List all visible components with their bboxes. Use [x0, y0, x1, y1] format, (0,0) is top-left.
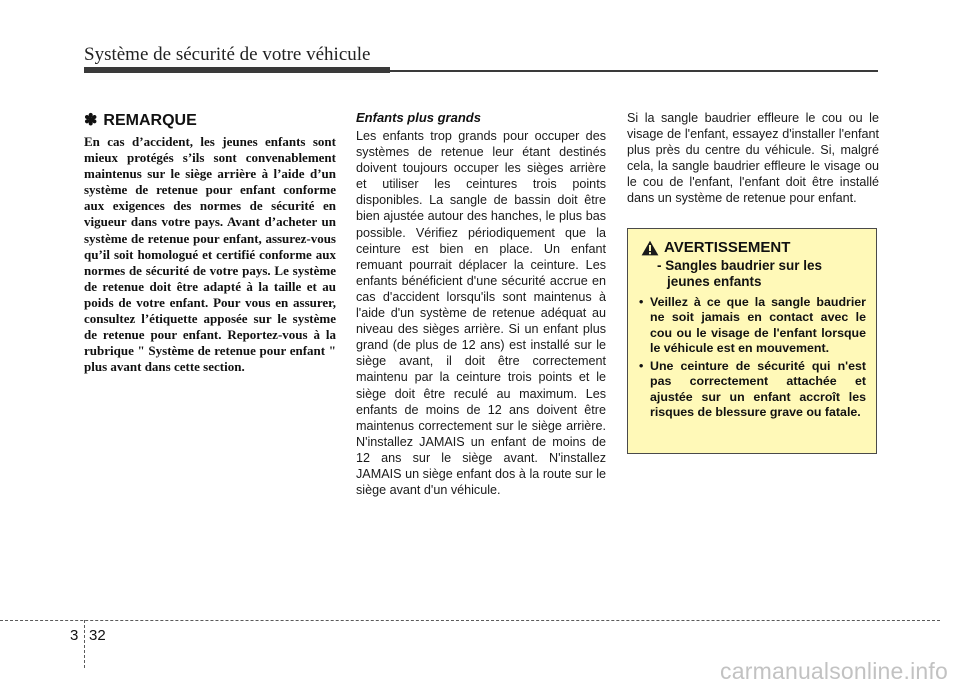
warning-triangle-icon — [641, 240, 659, 256]
section-body: Les enfants trop grands pour occuper des systèmes de retenue leur étant destinés doivent toujours occuper les sièges arrière et utiliser les ceintures trois points disponibles. La sangle de bassin doit être bien ajustée autour des hanches, le plus bas possible. Vérifiez périodiquement que la ceinture est bien en place. Un enfant remuant pourrait déplacer la ceinture. Les enfants bénéficient d'une sécurité accrue en cas d'accident lorsqu'ils sont maintenus à l'aide d'un système de retenue adéquat au niveau des sièges arrière. Si un enfant plus grand (de plus de 12 ans) est installé sur le siège avant, il doit être correctement maintenu par la ceinture trois points et le siège doit être reculé au maximum. Les enfants de moins de 12 ans doivent être maintenus correctement sur le siège arrière. N'installez JAMAIS un enfant de moins de 12 ans sur le siège avant. N'installez JAMAIS un siège enfant dos à la route sur le siège avant d'un véhicule. — [356, 129, 606, 498]
note-heading — [84, 110, 336, 130]
header-rule-thin — [388, 70, 878, 72]
note-column — [84, 110, 336, 375]
column3-body: Si la sangle baudrier effleure le cou ou le visage de l'enfant, essayez d'installer l'enfant plus près du centre du véhicule. Si, malgré cela, la sangle baudrier effleure le visage ou le cou de l'enfant, l'enfant doit être installé dans un système de retenue pour enfant. — [627, 111, 879, 206]
section-heading: Enfants plus grands — [356, 110, 481, 125]
watermark: carmanualsonline.info — [720, 658, 948, 684]
warning-item: • Veillez à ce que la sangle baudrier ne soit jamais en contact avec le cou ou le visage de l'enfant lorsque le véhicule est en mouvement. — [639, 295, 866, 356]
note-heading-label: REMARQUE — [103, 112, 197, 129]
chapter-number: 3 — [70, 627, 79, 644]
warning-list — [639, 295, 866, 420]
warning-box — [627, 228, 877, 454]
shoulder-belt-column — [627, 110, 879, 207]
warning-subtitle: - Sangles baudrier sur les jeunes enfants — [657, 258, 823, 289]
note-body: En cas d’accident, les jeunes enfants sont mieux protégés s’ils sont convenablement maintenus sur le siège arrière à l’aide d’un système de retenue pour enfant conforme aux exigences des normes de sécurité en vigueur dans votre pays. Avant d’acheter un système de retenue pour enfant, assurez-vous qu’il soit homologué et certifié conforme aux normes de sécurité de votre pays. Le système de retenue doit être adapté à la taille et au poids de votre enfant. Pour vous en assurer, consultez l’étiquette apposée sur le système de retenue pour enfant. Reportez-vous à la rubrique " Système de retenue pour enfant " plus avant dans cette section. — [84, 134, 336, 375]
page-header-title: Système de sécurité de votre véhicule — [84, 44, 371, 65]
warning-item: • Une ceinture de sécurité qui n'est pas correctement attachée et ajustée sur un enfant accroît les risques de blessure grave ou fatale. — [639, 359, 866, 420]
warning-title-row — [641, 239, 866, 256]
header-rule-thick — [84, 67, 390, 73]
note-star-icon: ✽ — [84, 112, 98, 129]
warning-title: AVERTISSEMENT — [664, 239, 791, 256]
footer-dashed-divider — [84, 620, 85, 668]
older-children-column — [356, 110, 606, 498]
page-number: 32 — [89, 627, 106, 644]
footer-dashed-line — [0, 620, 940, 621]
